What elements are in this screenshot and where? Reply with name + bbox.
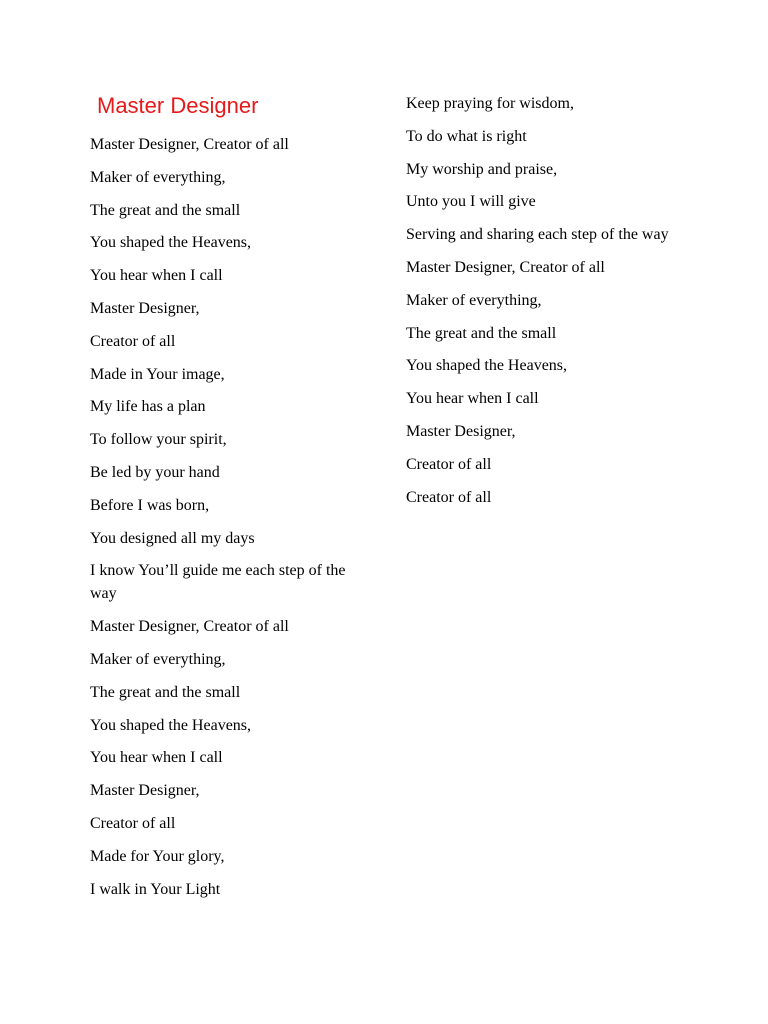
lyric-line: You designed all my days [90,529,255,547]
lyric-line: To follow your spirit, [90,431,227,449]
lyric-line: Made for Your glory, [90,847,225,865]
lyric-line: Master Designer, Creator of all [90,618,289,636]
lyric-line: Master Designer, Creator of all [90,136,289,153]
lyric-line: Master Designer, [406,422,516,440]
lyric-line: You shaped the Heavens, [90,234,252,252]
lyric-line: Keep praying for wisdom, [406,95,574,112]
lyric-line: I know You’ll guide me each step of the way [90,562,346,603]
lyric-line: My worship and praise, [406,160,558,178]
lyric-line: Be led by your hand [90,463,220,481]
lyric-line: Master Designer, Creator of all [406,258,605,276]
lyric-line: You hear when I call [90,267,223,285]
lyric-line: Creator of all [406,455,492,473]
lyric-line: Unto you I will give [406,193,536,211]
lyric-line: Maker of everything, [90,168,226,186]
lyric-line: My life has a plan [90,398,206,416]
lyric-line: You hear when I call [406,390,539,408]
lyric-line: You hear when I call [90,749,223,767]
lyric-line: Made in Your image, [90,365,225,383]
lyric-line: Creator of all [90,814,176,832]
lyric-line: Creator of all [406,488,492,506]
lyric-line: Serving and sharing each step of the way [406,226,669,244]
lyric-line: Before I was born, [90,496,210,514]
lyric-line: You shaped the Heavens, [90,716,252,734]
lyric-line: I walk in Your Light [90,880,221,898]
lyric-line: Creator of all [90,332,176,350]
lyrics-column-right [406,92,676,518]
lyric-line: You shaped the Heavens, [406,357,568,375]
song-title: Master Designer [97,93,259,118]
lyric-line: Maker of everything, [90,650,226,668]
lyric-line: The great and the small [90,683,241,701]
lyric-line: To do what is right [406,127,527,145]
lyric-line: The great and the small [406,324,557,342]
lyrics-column-left [90,133,360,910]
lyric-line: Master Designer, [90,782,200,800]
lyric-line: Master Designer, [90,299,200,317]
lyric-line: The great and the small [90,201,241,219]
lyric-line: Maker of everything, [406,291,542,309]
